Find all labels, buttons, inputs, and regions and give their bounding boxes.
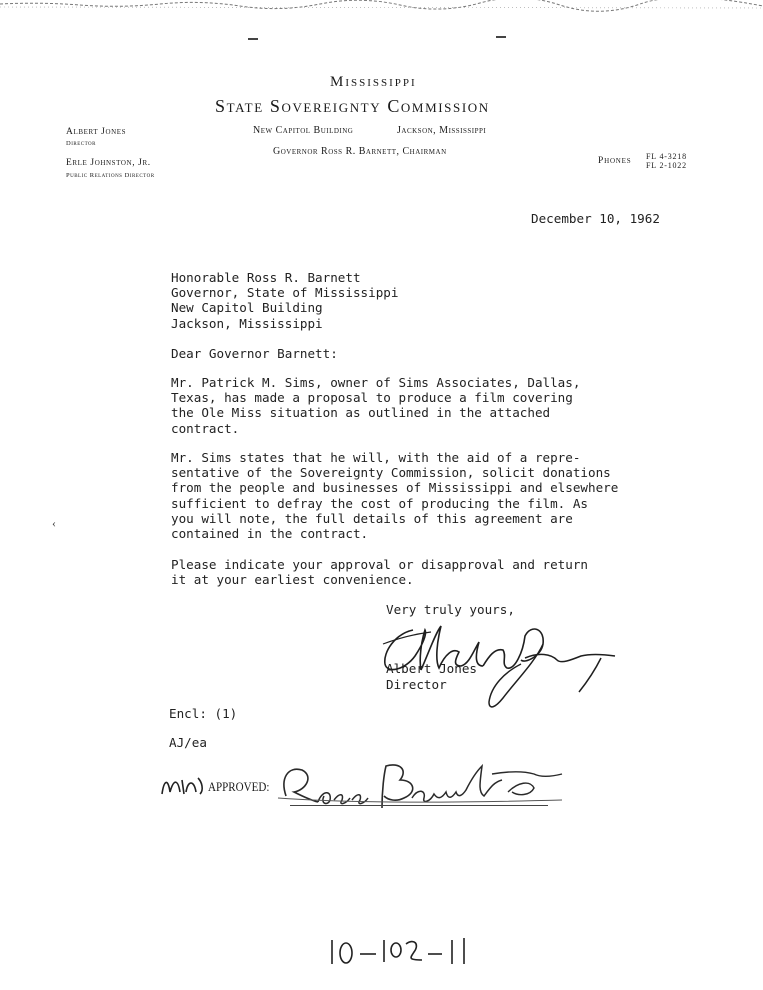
stamp-marks <box>158 774 208 798</box>
stray-mark <box>496 36 506 38</box>
closing: Very truly yours, <box>386 602 515 617</box>
paragraph-line: Mr. Sims states that he will, with the aid of a repre- <box>171 450 581 465</box>
letterhead-commission: State Sovereignty Commission <box>215 96 490 116</box>
paragraph-2 <box>171 450 618 541</box>
letterhead-director-name: Albert Jones <box>66 127 127 137</box>
paragraph-line: you will note, the full details of this agreement are <box>171 510 573 526</box>
letterhead-phone-2: FL 2-1022 <box>646 161 687 170</box>
letterhead-phone-1: FL 4-3218 <box>646 152 687 161</box>
paragraph-line: Texas, has made a proposal to produce a film covering <box>171 390 573 406</box>
handwritten-file-number <box>318 930 478 970</box>
recipient-line: Honorable Ross R. Barnett <box>171 270 361 285</box>
letterhead-director-title: Director <box>66 140 96 147</box>
recipient-line: New Capitol Building <box>171 300 323 316</box>
approval-label: APPROVED: <box>208 779 270 794</box>
page-top-edge <box>0 0 763 12</box>
approval-line <box>290 805 548 806</box>
ross-barnett-signature <box>272 752 572 822</box>
letterhead-pr-title: Public Relations Director <box>66 172 155 179</box>
paragraph-line: Please indicate your approval or disapproval and return <box>171 557 589 572</box>
letterhead-pr-name: Erle Johnston, Jr. <box>66 158 151 168</box>
recipient-line: Governor, State of Mississippi <box>171 285 399 301</box>
letterhead-state: Mississippi <box>330 74 417 90</box>
letterhead-address-city: Jackson, Mississippi <box>397 125 487 136</box>
paragraph-3 <box>171 557 588 587</box>
letterhead-chairman: Governor Ross R. Barnett, Chairman <box>273 146 447 157</box>
letterhead-phones-label: Phones <box>598 156 632 166</box>
initials: AJ/ea <box>169 735 207 750</box>
salutation: Dear Governor Barnett: <box>171 346 338 361</box>
signer-title: Director <box>386 677 447 692</box>
paragraph-line: from the people and businesses of Mississippi and elsewhere <box>171 480 619 496</box>
recipient-block <box>171 270 398 331</box>
paragraph-line: sufficient to defray the cost of producing the film. As <box>171 495 589 511</box>
paragraph-line: contract. <box>171 420 240 436</box>
letterhead-address-building: New Capitol Building <box>253 125 354 136</box>
enclosure: Encl: (1) <box>169 706 238 721</box>
stray-mark: ‹ <box>52 516 56 530</box>
recipient-line: Jackson, Mississippi <box>171 315 323 331</box>
paragraph-line: it at your earliest convenience. <box>171 572 414 588</box>
paragraph-line: contained in the contract. <box>171 526 369 542</box>
letter-date: December 10, 1962 <box>531 211 660 226</box>
paragraph-line: sentative of the Sovereignty Commission, solicit donations <box>171 465 611 481</box>
paragraph-line: the Ole Miss situation as outlined in the attached <box>171 405 551 421</box>
paragraph-line: Mr. Patrick M. Sims, owner of Sims Associates, Dallas, <box>171 375 581 390</box>
paragraph-1 <box>171 375 580 436</box>
signer-name: Albert Jones <box>386 661 477 676</box>
stray-mark <box>248 38 258 40</box>
